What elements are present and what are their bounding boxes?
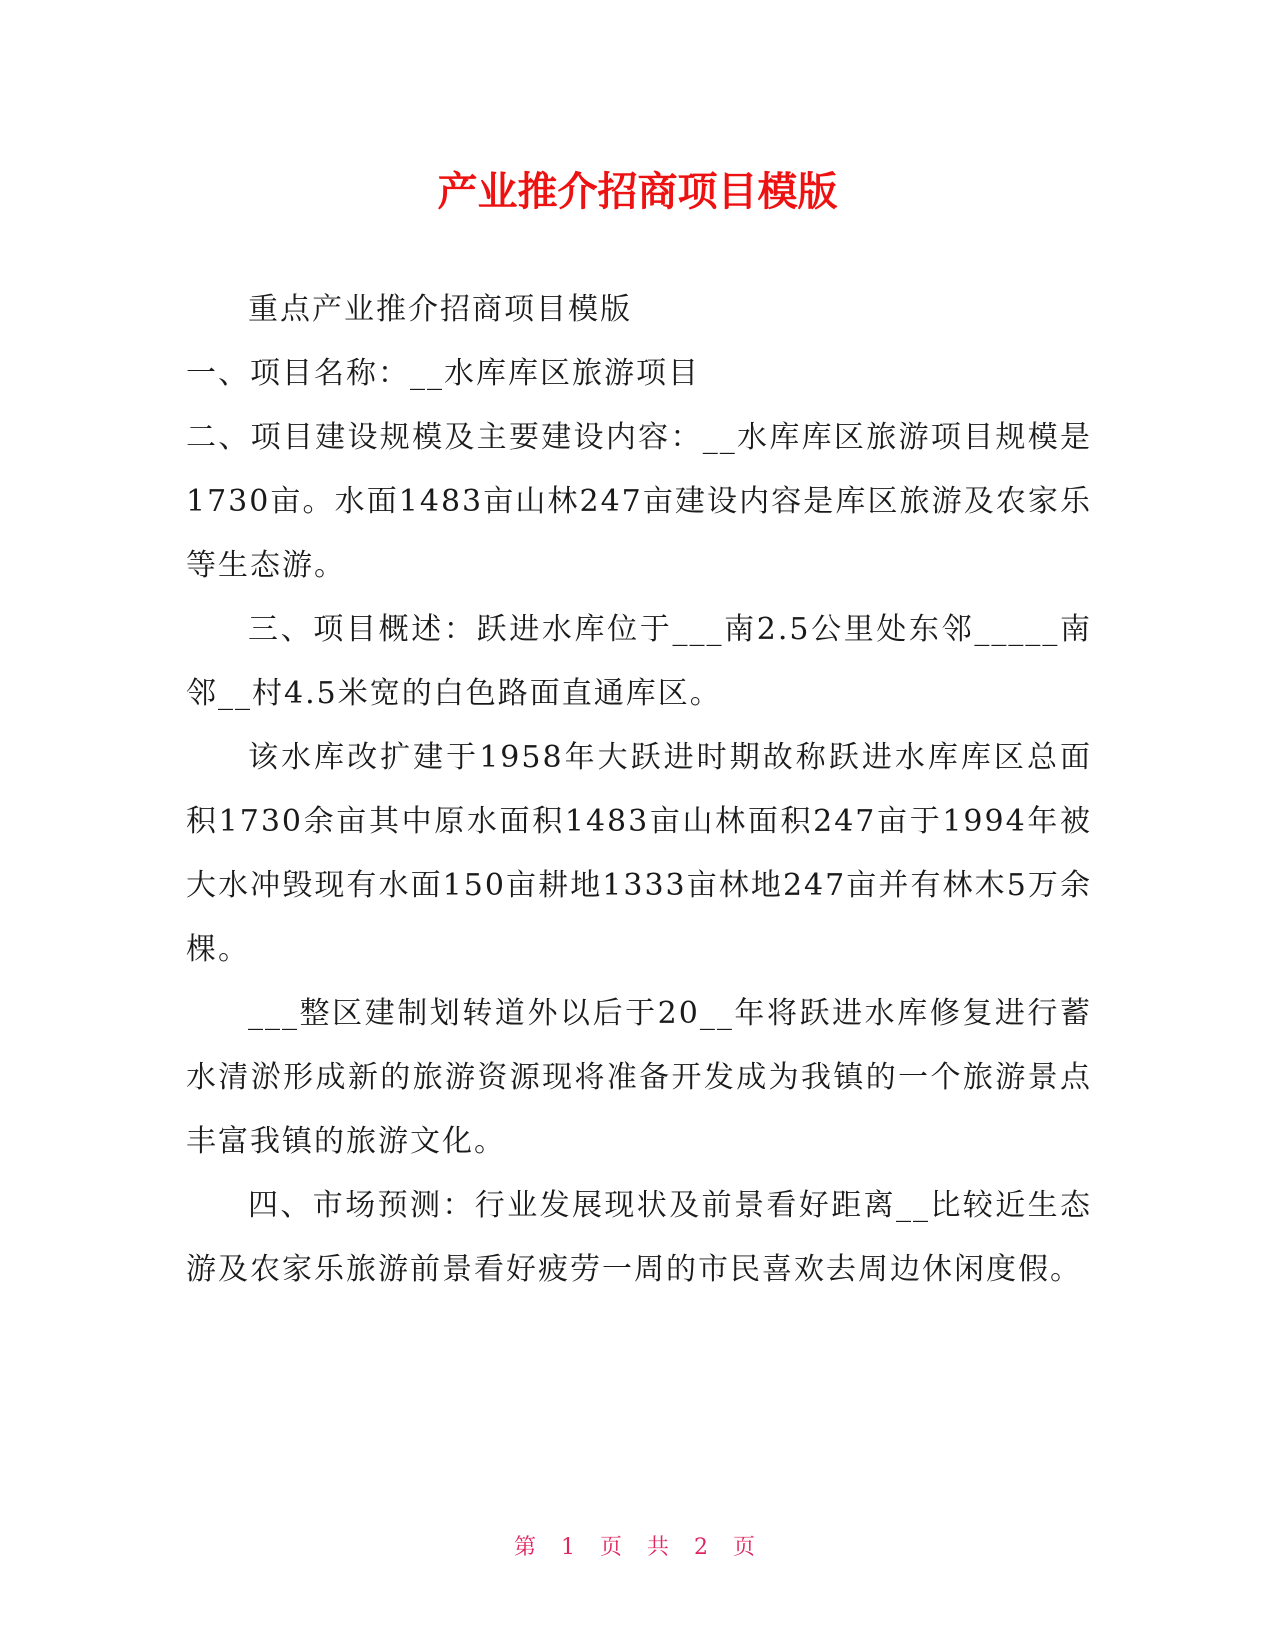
document-body bbox=[186, 278, 1092, 1302]
paragraph-development-plan: ___整区建制划转道外以后于20__年将跃进水库修复进行蓄水清淤形成新的旅游资源现将准备开发成为我镇的一个旅游景点丰富我镇的旅游文化。 bbox=[186, 996, 1092, 1159]
paragraph-market-forecast: 四、市场预测：行业发展现状及前景看好距离__比较近生态游及农家乐旅游前景看好疲劳一周的市民喜欢去周边休闲度假。 bbox=[186, 1188, 1092, 1287]
paragraph-project-overview: 三、项目概述：跃进水库位于___南2.5公里处东邻_____南邻__村4.5米宽的白色路面直通库区。 bbox=[186, 612, 1092, 711]
paragraph-heading: 重点产业推介招商项目模版 bbox=[248, 292, 632, 327]
document-title: 产业推介招商项目模版 bbox=[437, 169, 838, 215]
page-number-footer: 第 1 页 共 2 页 bbox=[514, 1535, 761, 1560]
paragraph-project-name: 一、项目名称：__水库库区旅游项目 bbox=[186, 356, 700, 391]
paragraph-reservoir-history: 该水库改扩建于1958年大跃进时期故称跃进水库库区总面积1730余亩其中原水面积1483亩山林面积247亩于1994年被大水冲毁现有水面150亩耕地1333亩林地247亩并有林木5万余棵。 bbox=[186, 740, 1092, 967]
paragraph-project-scale: 二、项目建设规模及主要建设内容：__水库库区旅游项目规模是1730亩。水面1483亩山林247亩建设内容是库区旅游及农家乐等生态游。 bbox=[186, 420, 1092, 583]
